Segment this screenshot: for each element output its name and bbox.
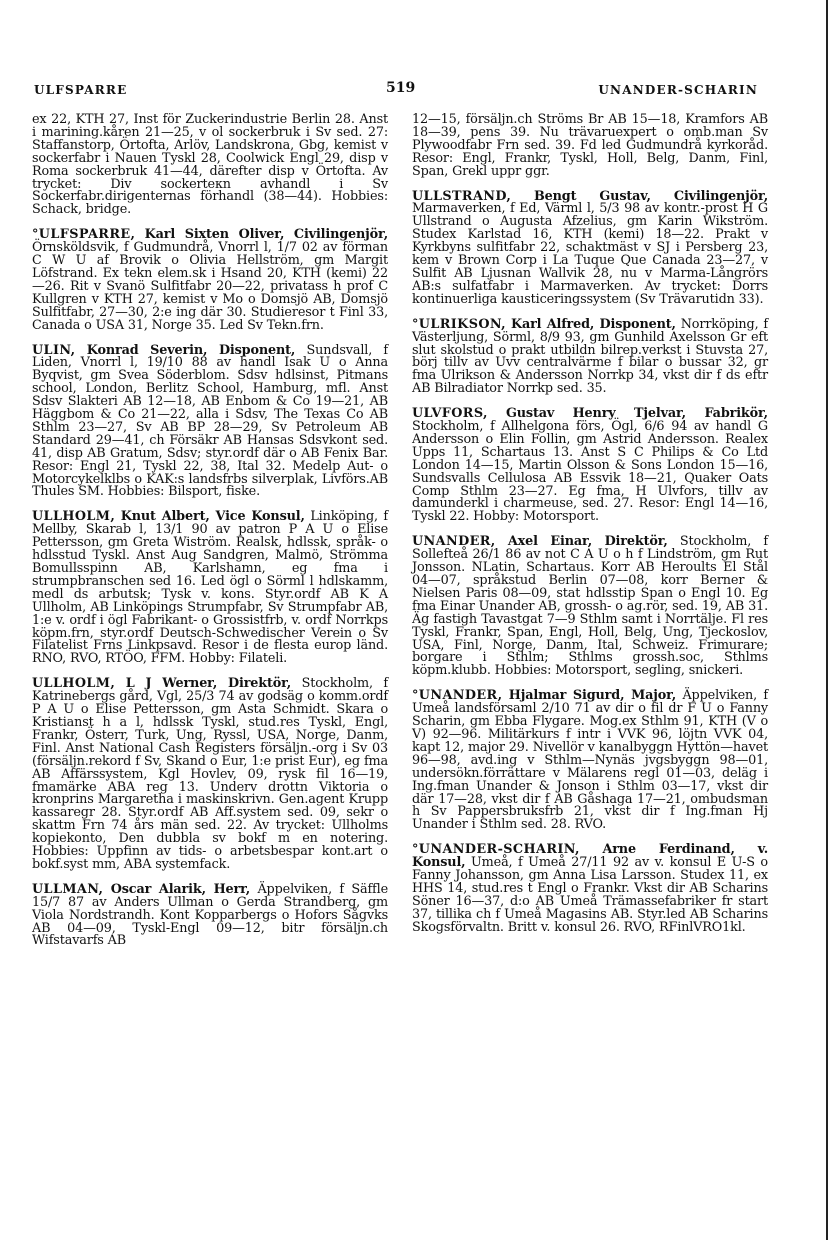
entry-ullstrand [412,188,769,307]
entry-title: Oscar Alarik, Herr, [110,881,251,897]
header-right-word: UNANDER-SCHARIN [598,83,758,97]
entry-text: ex 22, KTH 27, Inst för Zuckerindustrie Berlin 28. Anst i marining.kåren 21—25, v ol sockerbruk i Sv sed. 27: Staffanstorp, Örtofta, Arlöv, Landskrona, Gbg, kemist v sockerfabr i Nauen Tyskl 28, Coolwick Engl 29, disp v Roma sockerbruk 41—44, därefter disp v Örtofta. Av trycket: Div sockerteкn avhandl i Sv Sockerfabr.dirigenternas förhandl (38—44). Hobbies: Schack, bridge. [32,112,388,218]
left-column [32,114,388,960]
entry-text: Stockholm, f Sollefteå 26/1 86 av not C A U o h f Lindström, gm Rut Jonsson. NLatin, Schartaus. Korr AB Heroults El Stål 04—07, språkstud Berlin 07—08, korr Berner & Nielsen Paris 08—09, stat hdlsstip Span o Engl 10. Eg fma Einar Unander AB, grossh- o ag.rör, sed. 19, AB 31. Äg fastigh Tavastgat 7—9 Sthlm samt i Norrtälje. Fl res Tyskl, Frankr, Span, Engl, Holl, Belg, Ung, Tjeckoslov, USA, Finl, Norge, Danm, Ital, Schweiz. Frimurare; borgare i Sthlm; Sthlms grossh.soc, Sthlms köpm.klubb. Hobbies: Motorsport, segling, snickeri. [412,534,769,679]
entry-name: °UNANDER-SCHARIN, [412,842,580,858]
entry-ullman [32,881,388,949]
entry-title: Hjalmar Sigurd, Major, [508,688,677,704]
entry-title: Knut Albert, Vice Konsul, [120,509,305,525]
entry-name: ULLMAN, [32,881,104,897]
running-header [34,80,758,102]
entry-ulrikson [412,316,768,397]
entry-ulvfors [412,408,768,524]
header-left-word: ULFSPARRE [34,83,128,97]
entry-title: Axel Einar, Direktör, [507,534,668,550]
entry-name: ULLHOLM, [32,509,116,525]
entry-continuation [32,114,388,217]
entry-title: Konrad Severin, Disponent, [86,342,296,358]
entry-name: °ULRIKSON, [412,316,507,332]
entry-ullholm-werner [32,678,388,872]
entry-text: Äppelviken, f Umeå landsförsaml 2/10 71 av dir o fil dr F U o Fanny Scharin, gm Ebba Flygare. Mog.ex Sthlm 91, KTH (V o V) 92—96. Militärkurs f intr i VVK 96, löjtn VVK 04, kapt 12, major 29. Nivellör v kanalbyggn Hyttön—havet 96—98, avd.ing v Sthlm—Nynäs jvgsbyggn 98—01, undersökn.förrättare v Mälarens regl 01—03, deläg i Ing.fman Unander & Jonson i Sthlm 03—17, vkst dir där 17—28, vkst dir f AB Gåshaga 17—21, ombudsman h Sv Pappersbruksfrb 21, vkst dir f Ing.fman Hj Unander i Sthlm sed. 28. RVO. [412,688,769,833]
entry-title: Arne Ferdinand, v. Konsul, [412,842,768,871]
entry-ulin [32,342,388,500]
entry-name: ULIN, [32,342,76,358]
entry-unander-scharin [412,844,768,934]
entry-text: Äppelviken, f Säffle 15/7 87 av Anders Ullman o Gerda Strandberg, gm Viola Nordstrandh. Kont Kopparbergs o Hofors Sågvks AB 04—09, Tyskl-Engl 09—12, bitr försäljn.ch Wifstavarfs AB [32,881,388,949]
entry-continuation [412,114,768,179]
entry-text: Marmaverken, f Ed, Värml l, 5/3 98 av kontr.-prost H G Ullstrand o Augusta Afzelius, gm Karin Wikström. Studex Karlstad 16, KTH (kemi) 18—22. Prakt v Kyrkbyns sulfitfabr 22, schaktmäst v SJ i Persberg 23, kem v Brown Corp i La Tuque Que Canada 23—27, v Sulfit AB Ljusnan Wallvik 28, nu v Marma-Långrörs AB:s sulfatfabr i Marmaverken. Av trycket: Dorrs kontinuerliga kausticeringssystem (Sv Trävarutidn 33). [412,201,768,307]
entry-ulfsparre [32,229,388,332]
entry-name: UNANDER, [412,534,496,550]
entry-name: °UNANDER, [412,688,503,704]
entry-text: Örnsköldsvik, f Gudmundrå, Vnorrl l, 1/7 02 av förman C W U af Brovik o Olivia Hellström, gm Margit Löfstrand. Ex tekn elem.sk i Hsand 20, KTH (kemi) 22—26. Rit v Svanö Sulfitfabr 20—22, privatass h prof C Kullgren v KTH 27, kemist v Mo o Domsjö AB, Domsjö Sulfitfabr, 27—30, 2:e ing där 30. Studieresor t Finl 33, Canada o USA 31, Norge 35. Led Sv Tekn.frn. [32,240,388,333]
entry-title: Karl Sixten Oliver, Civilingenjör, [144,227,389,243]
entry-name: ULLHOLM, [32,676,116,692]
entry-name: ULVFORS, [412,406,488,422]
page-number: 519 [386,80,416,96]
entry-text: Stockholm, f Allhelgona förs, Ögl, 6/6 94 av handl G Andersson o Elin Follin, gm Astrid Andersson. Realex Upps 11, Schartaus 13. Anst S C Philips & Co Ltd London 14—15, Martin Olsson & Sons London 15—16, Sundsvalls Cellulosa AB Essvik 18—21, Quaker Oats Comp Sthlm 23—27. Eg fma, H Ulvfors, tillv av damunderkl i charmeuse, sed. 27. Resor: Engl 14—16, Tyskl 22. Hobby: Motorsport. [412,419,768,525]
entry-text: Norrköping, f Västerljung, Sörml, 8/9 93, gm Gunhild Axelsson Gr eft slut skolstud o prakt utbildn bilrep.verkst i Stuvsta 27, börj tillv av Uvv centralvärme f bilar o bussar 32, gr fma Ulrikson & Andersson Norrkp 34, vkst dir f ds eftr AB Bilradiator Norrkp sed. 35. [412,316,768,397]
entry-unander-hjalmar [412,690,768,832]
entry-name: ULLSTRAND, [412,188,512,204]
entry-text: Stockholm, f Katrinebergs gård, Vgl, 25/3 74 av godsäg o komm.ordf P A U o Elise Pettersson, gm Asta Schmidt. Skara o Kristianst h a l, hdlssk Tyskl, stud.res Tyskl, Engl, Frankr, Österr, Turk, Ung, Ryssl, USA, Norge, Danm, Finl. Anst National Cash Registers försäljn.-org i Sv 03 (försäljn.rekord f Sv, Skand o Eur, 1:e prist Eur), eg fma AB Affärssystem, Kgl Hovlev, 09, rysk fil 16—19, fmamärke ABA reg 13. Underv drottn Viktoria o kronprins Margaretha i maskinskrivn. Gen.agent Krupp kassaregr 28. Styr.ordf AB Aff.system sed. 09, sekr o skattm Frn 74 års män sed. 22. Av trycket: Ullholms kopiekonto, Den dubbla sv bokf m en notering. Hobbies: Uppfinn av tids- o arbetsbespar kont.art o bokf.syst mm, ABA systemfack. [32,676,389,872]
entry-unander-axel [412,536,768,678]
entry-title: Gustav Henry Tjelvar, Fabrikör, [505,406,768,422]
entry-title: L J Werner, Direktör, [125,676,292,692]
entry-name: °ULFSPARRE, [32,227,136,243]
entry-text: 12—15, försäljn.ch Ströms Br AB 15—18, Kramfors AB 18—39, pens 39. Nu trävaruexpert o omb.man Sv Plywoodfabr Frn sed. 39. Fd led Gudmundrå kyrkoråd. Resor: Engl, Frankr, Tyskl, Holl, Belg, Danm, Finl, Span, Grekl uppr ggr. [412,112,768,179]
entry-text: Linköping, f Mellby, Skarab l, 13/1 90 av patron P A U o Elise Pettersson, gm Greta Wiström. Realsk, hdlssk, språk- o hdlsstud Tyskl. Anst Aug Sandgren, Malmö, Strömma Bomullsspinn AB, Karlshamn, eg fma i strumpbranschen sed 16. Led ögl o Sörml l hdlskamm, medl ds arbutsk; Tysk v. kons. Styr.ordf AB K A Ullholm, AB Linköpings Strumpfabr, Sv Strumpfabr AB, 1:e v. ordf i ögl Fabrikant- o Grossistfrb, v. ordf Norrkps köpm.frn, styr.ordf Deutsch-Schwedischer Verein o Sv Filatelist Frns Linkpsavd. Resor i de flesta europ länd. RNO, RVO, RTÖO, FFM. Hobby: Filateli. [32,509,389,667]
right-column [412,114,768,947]
scan-edge-rule [826,0,828,1240]
entry-ullholm-knut [32,511,388,666]
entry-title: Karl Alfred, Disponent, [510,316,676,332]
entry-text: Sundsvall, f Liden, Vnorrl l, 19/10 88 av handl Isak U o Anna Byqvist, gm Svea Söderblom. Sdsv hdlsinst, Pitmans school, London, Berlitz School, Hamburg, mfl. Anst Sdsv Slakteri AB 12—18, AB Enbom & Co 19—21, AB Häggbom & Co 21—22, alla i Sdsv, The Texas Co AB Sthlm 23—27, Sv AB BP 28—29, Sv Petroleum AB Standard 29—41, ch Försäkr AB Hansas Sdsvkont sed. 41, disp AB Gratum, Sdsv; styr.ordf där o AB Fenix Bar. Resor: Engl 21, Tyskl 22, 38, Ital 32. Medelp Aut- o Motorcykelklbs o KAK:s landsfrbs silverplak, Livförs.AB Thules SM. Hobbies: Bilsport, fiske. [32,342,388,500]
entry-text: Umeå, f Umeå 27/11 92 av v. konsul E U-S o Fanny Johansson, gm Anna Lisa Larsson. Studex 11, ex HHS 14, stud.res t Engl o Frankr. Vkst dir AB Scharins Söner 16—37, d:o AB Umeå Trämassefabriker fr start 37, tillika ch f Umeå Magasins AB. Styr.led AB Scharins Skogsförvaltn. Britt v. konsul 26. RVO, RFinlVRO1kl. [412,855,768,935]
entry-title: Bengt Gustav, Civilingenjör, [533,188,769,204]
